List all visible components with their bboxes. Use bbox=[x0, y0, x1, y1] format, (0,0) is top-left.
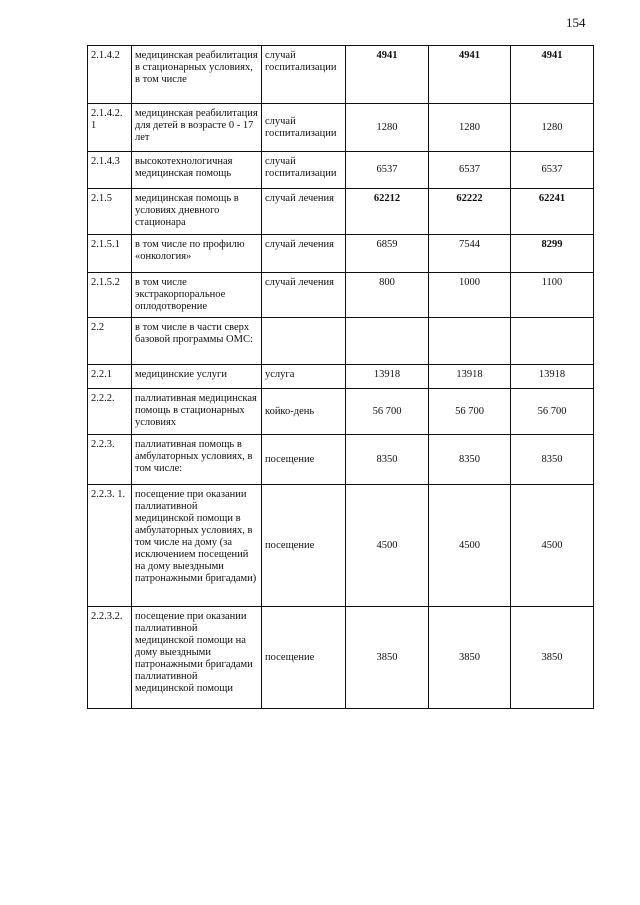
page-number: 154 bbox=[566, 15, 586, 30]
row-value-1: 1280 bbox=[346, 104, 429, 152]
row-name: в том числе экстракорпоральное оплодотворение bbox=[132, 273, 262, 318]
row-name: медицинская реабилитация в стационарных условиях, в том числе bbox=[132, 46, 262, 104]
row-code: 2.2.3. 1. bbox=[88, 485, 132, 607]
row-code: 2.2.1 bbox=[88, 365, 132, 389]
row-name: посещение при оказании паллиативной медицинской помощи на дому выездными патронажными бригадами паллиативной медицинской помощи bbox=[132, 607, 262, 709]
row-value-2: 1000 bbox=[429, 273, 511, 318]
row-name: в том числе по профилю «онкология» bbox=[132, 235, 262, 273]
table-row bbox=[88, 189, 594, 235]
row-value-3: 3850 bbox=[511, 607, 594, 709]
table-row bbox=[88, 389, 594, 435]
row-value-2: 4500 bbox=[429, 485, 511, 607]
table-row bbox=[88, 318, 594, 365]
row-unit bbox=[262, 318, 346, 365]
row-value-3: 1280 bbox=[511, 104, 594, 152]
table-row bbox=[88, 435, 594, 485]
row-value-3: 62241 bbox=[511, 189, 594, 235]
row-value-1: 3850 bbox=[346, 607, 429, 709]
row-code: 2.1.5 bbox=[88, 189, 132, 235]
row-value-3: 8299 bbox=[511, 235, 594, 273]
table-row bbox=[88, 365, 594, 389]
row-name: высокотехнологичная медицинская помощь bbox=[132, 152, 262, 189]
row-value-1: 13918 bbox=[346, 365, 429, 389]
row-value-2: 1280 bbox=[429, 104, 511, 152]
row-value-3: 4500 bbox=[511, 485, 594, 607]
row-value-1: 8350 bbox=[346, 435, 429, 485]
row-name: в том числе в части сверх базовой программы ОМС: bbox=[132, 318, 262, 365]
table-row bbox=[88, 273, 594, 318]
row-value-2: 56 700 bbox=[429, 389, 511, 435]
row-code: 2.2 bbox=[88, 318, 132, 365]
row-code: 2.1.4.2 bbox=[88, 46, 132, 104]
row-value-3: 1100 bbox=[511, 273, 594, 318]
row-value-1 bbox=[346, 318, 429, 365]
row-value-2: 4941 bbox=[429, 46, 511, 104]
row-name: медицинская реабилитация для детей в возрасте 0 - 17 лет bbox=[132, 104, 262, 152]
row-code: 2.2.2. bbox=[88, 389, 132, 435]
row-unit: случай госпитализации bbox=[262, 104, 346, 152]
row-value-2: 13918 bbox=[429, 365, 511, 389]
row-name: паллиативная помощь в амбулаторных условиях, в том числе: bbox=[132, 435, 262, 485]
row-value-2: 62222 bbox=[429, 189, 511, 235]
row-value-3: 4941 bbox=[511, 46, 594, 104]
row-unit: случай лечения bbox=[262, 189, 346, 235]
row-value-3: 56 700 bbox=[511, 389, 594, 435]
row-name: паллиативная медицинская помощь в стационарных условиях bbox=[132, 389, 262, 435]
row-value-3: 8350 bbox=[511, 435, 594, 485]
row-name: медицинские услуги bbox=[132, 365, 262, 389]
row-unit: посещение bbox=[262, 485, 346, 607]
row-value-3: 6537 bbox=[511, 152, 594, 189]
row-value-1: 62212 bbox=[346, 189, 429, 235]
row-unit: посещение bbox=[262, 607, 346, 709]
row-code: 2.1.5.1 bbox=[88, 235, 132, 273]
row-code: 2.2.3.2. bbox=[88, 607, 132, 709]
row-value-2: 7544 bbox=[429, 235, 511, 273]
table-row bbox=[88, 607, 594, 709]
row-code: 2.1.5.2 bbox=[88, 273, 132, 318]
row-value-2: 6537 bbox=[429, 152, 511, 189]
table-row bbox=[88, 485, 594, 607]
row-unit: случай госпитализации bbox=[262, 46, 346, 104]
row-unit: случай госпитализации bbox=[262, 152, 346, 189]
row-value-1: 4500 bbox=[346, 485, 429, 607]
row-unit: случай лечения bbox=[262, 273, 346, 318]
row-unit: случай лечения bbox=[262, 235, 346, 273]
row-unit: посещение bbox=[262, 435, 346, 485]
row-code: 2.2.3. bbox=[88, 435, 132, 485]
row-code: 2.1.4.3 bbox=[88, 152, 132, 189]
row-value-2: 8350 bbox=[429, 435, 511, 485]
table-row bbox=[88, 46, 594, 104]
row-name: медицинская помощь в условиях дневного стационара bbox=[132, 189, 262, 235]
table-row bbox=[88, 152, 594, 189]
row-value-1: 4941 bbox=[346, 46, 429, 104]
row-code: 2.1.4.2. 1 bbox=[88, 104, 132, 152]
row-value-2 bbox=[429, 318, 511, 365]
row-value-1: 6859 bbox=[346, 235, 429, 273]
row-value-3 bbox=[511, 318, 594, 365]
row-name: посещение при оказании паллиативной медицинской помощи в амбулаторных условиях, в том числе на дому (за исключением посещений на дому выездными патронажными бригадами) bbox=[132, 485, 262, 607]
row-value-2: 3850 bbox=[429, 607, 511, 709]
row-value-1: 6537 bbox=[346, 152, 429, 189]
row-unit: услуга bbox=[262, 365, 346, 389]
row-value-1: 56 700 bbox=[346, 389, 429, 435]
data-table bbox=[87, 45, 594, 709]
table-row bbox=[88, 235, 594, 273]
row-unit: койко-день bbox=[262, 389, 346, 435]
table-row bbox=[88, 104, 594, 152]
row-value-1: 800 bbox=[346, 273, 429, 318]
row-value-3: 13918 bbox=[511, 365, 594, 389]
